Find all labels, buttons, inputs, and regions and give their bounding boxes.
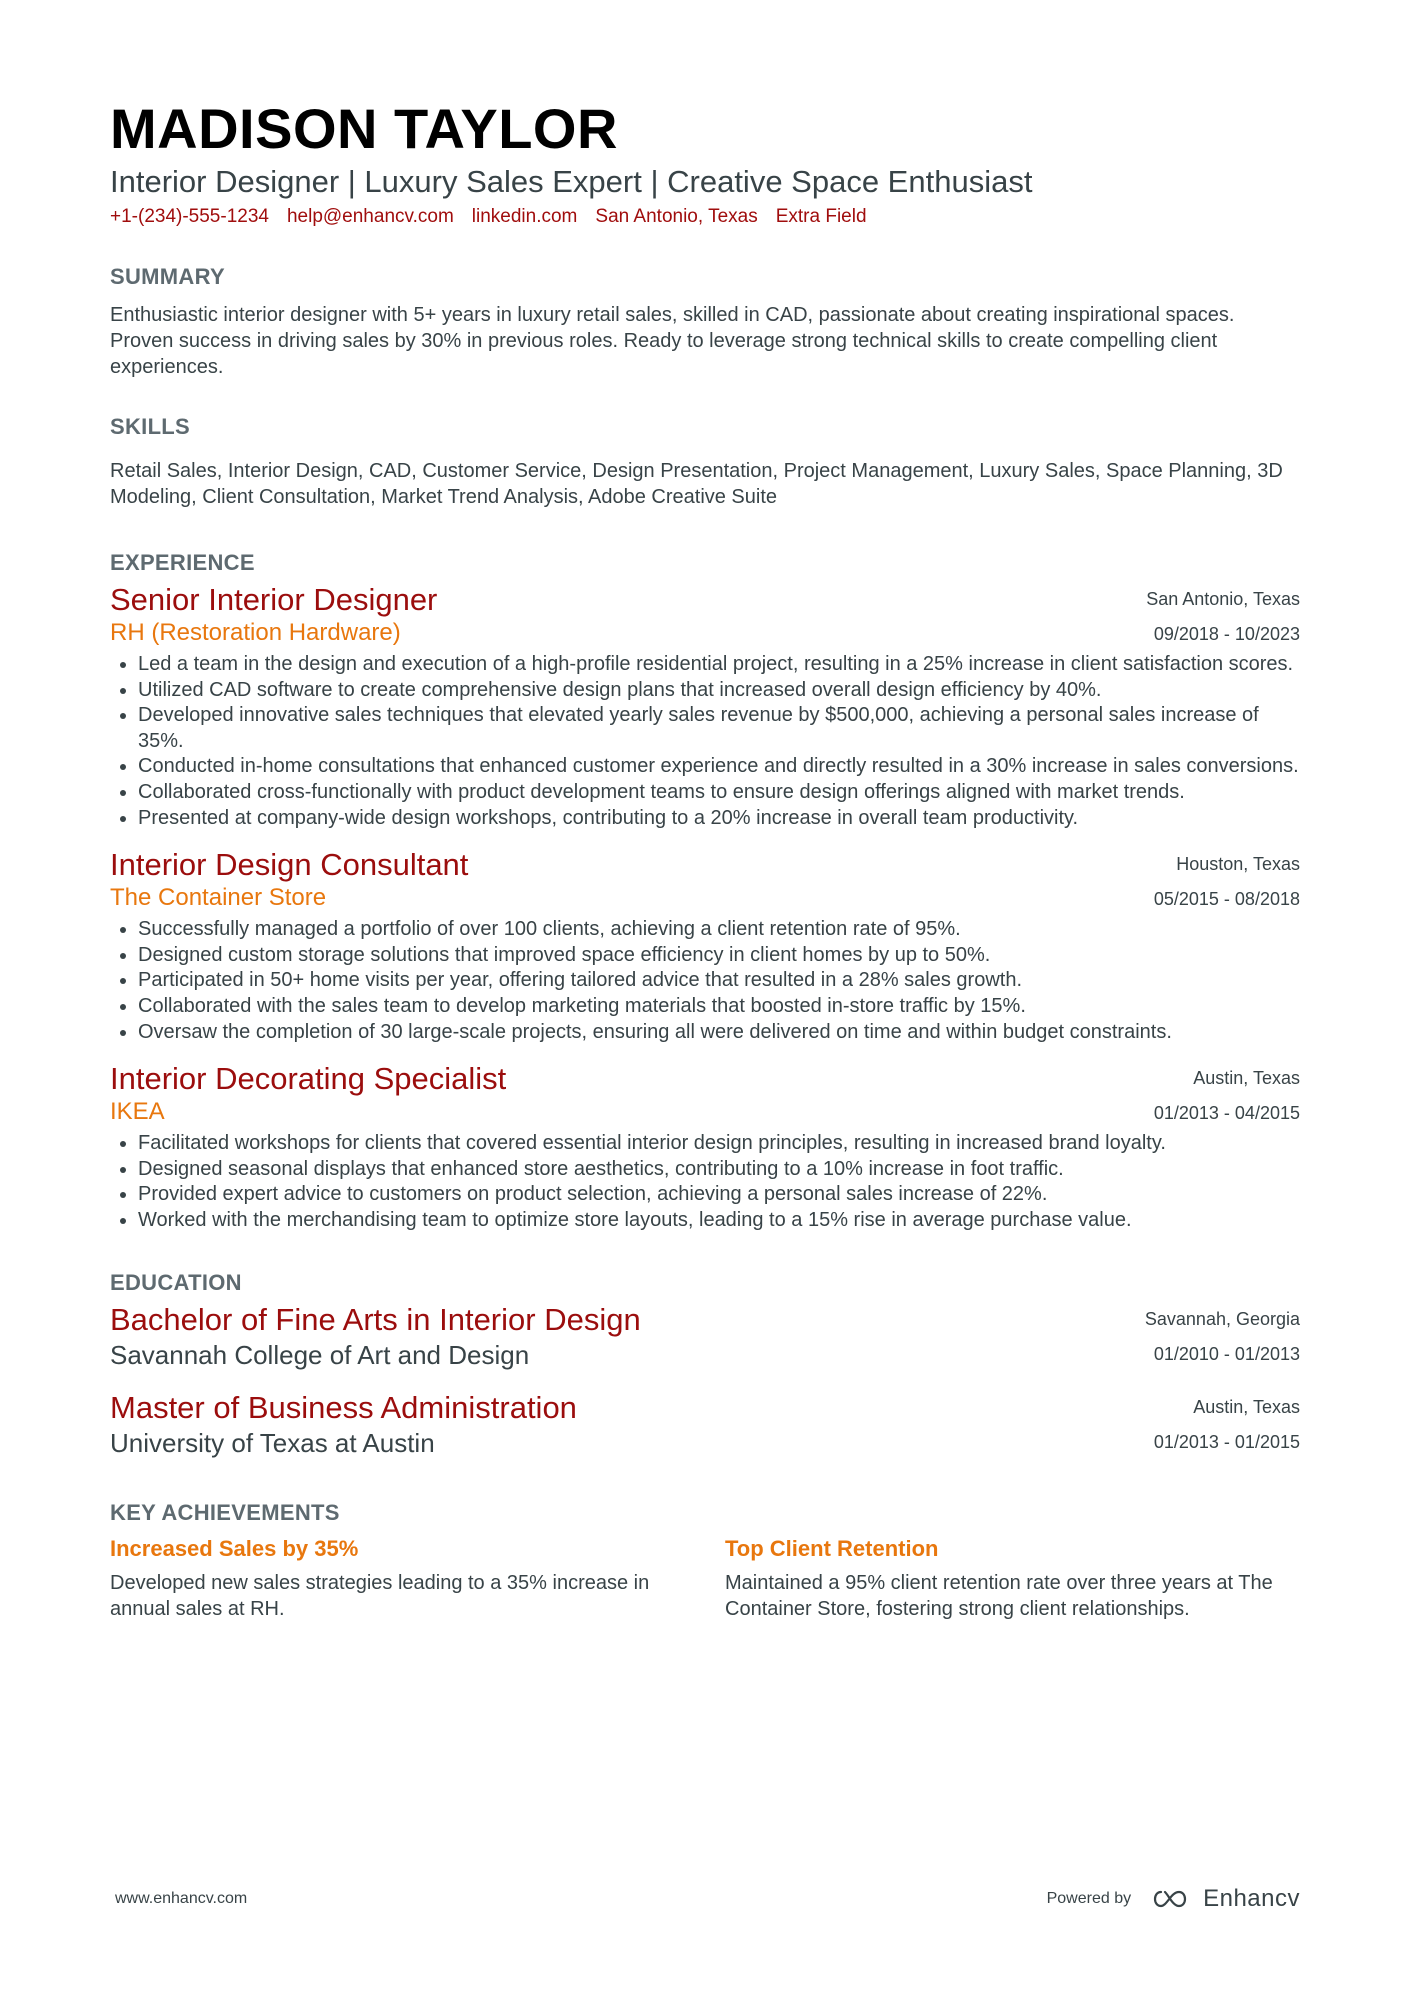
job-location: Houston, Texas <box>1176 854 1300 875</box>
job-bullet: • Designed custom storage solutions that improved space efficiency in client homes by up to 50%. <box>138 943 1300 969</box>
education-dates: 01/2013 - 01/2015 <box>1153 1431 1300 1452</box>
skills-text: Retail Sales, Interior Design, CAD, Customer Service, Design Presentation, Project Management, Luxury Sales, Space Planning, 3D Modeling, Client Consultation, Market Trend Analysis, Adobe Creative Suite <box>110 460 1283 508</box>
job-bullets <box>110 652 1300 831</box>
achievements-section <box>110 1500 1300 1622</box>
job-bullet: • Collaborated cross-functionally with product development teams to ensure design offerings aligned with market trends. <box>138 780 1300 806</box>
candidate-name: MADISON TAYLOR <box>110 97 618 160</box>
job-bullet: • Collaborated with the sales team to develop marketing materials that boosted in-store traffic by 15%. <box>138 994 1300 1020</box>
contact-email[interactable]: help@enhancv.com <box>286 206 454 227</box>
job-entry <box>110 1061 1300 1233</box>
footer-powered <box>1047 1885 1300 1913</box>
job-company: The Container Store <box>110 884 327 912</box>
experience-section <box>110 550 1300 1234</box>
job-bullet: • Utilized CAD software to create comprehensive design plans that increased overall design efficiency by 40%. <box>138 678 1300 704</box>
section-title-summary: SUMMARY <box>110 264 225 289</box>
achievements-grid <box>110 1534 1300 1622</box>
enhancv-brand-name: Enhancv <box>1203 1885 1300 1912</box>
job-bullet: • Conducted in-home consultations that enhanced customer experience and directly resulted in a 30% increase in sales conversions. <box>138 754 1300 780</box>
footer-website[interactable]: www.enhancv.com <box>115 1890 248 1907</box>
education-location: Austin, Texas <box>1193 1396 1300 1417</box>
section-title-experience: EXPERIENCE <box>110 550 255 575</box>
education-entry <box>110 1390 1300 1460</box>
contact-extra: Extra Field <box>775 206 867 227</box>
job-entry <box>110 847 1300 1045</box>
contact-location: San Antonio, Texas <box>595 206 758 227</box>
job-bullet: • Developed innovative sales techniques that elevated yearly sales revenue by $500,000, achieving a personal sales increase of 35%. <box>138 703 1300 754</box>
section-title-achievements: KEY ACHIEVEMENTS <box>110 1499 340 1525</box>
job-dates: 09/2018 - 10/2023 <box>1153 624 1300 644</box>
education-entry <box>110 1302 1300 1372</box>
job-meta <box>1154 847 1300 917</box>
contact-list <box>110 206 1300 228</box>
job-bullet: • Designed seasonal displays that enhanced store aesthetics, contributing to a 10% increase in foot traffic. <box>138 1157 1300 1183</box>
headline: Interior Designer | Luxury Sales Expert | Creative Space Enthusiast <box>110 164 1033 199</box>
achievement-text: Maintained a 95% client retention rate over three years at The Container Store, fostering strong client relationships. <box>725 1571 1273 1620</box>
summary-text: Enthusiastic interior designer with 5+ years in luxury retail sales, skilled in CAD, passionate about creating inspirational spaces. Proven success in driving sales by 30% in previous roles. Ready to leverage strong technical skills to create compelling client experiences. <box>110 304 1235 378</box>
job-bullet: • Led a team in the design and execution of a high-profile residential project, resulting in a 25% increase in client satisfaction scores. <box>138 652 1300 678</box>
education-meta <box>1154 1390 1300 1460</box>
job-role: Senior Interior Designer <box>110 582 438 617</box>
job-location: Austin, Texas <box>1193 1068 1300 1089</box>
job-bullet: • Presented at company-wide design workshops, contributing to a 20% increase in overall team productivity. <box>138 806 1300 832</box>
job-meta <box>1146 582 1300 652</box>
job-dates: 05/2015 - 08/2018 <box>1153 889 1300 910</box>
job-entry <box>110 582 1300 831</box>
achievement-title: Increased Sales by 35% <box>110 1535 359 1561</box>
job-bullet: • Successfully managed a portfolio of over 100 clients, achieving a client retention rate of 95%. <box>138 917 1300 943</box>
job-location: San Antonio, Texas <box>1146 589 1300 609</box>
job-bullet: • Facilitated workshops for clients that covered essential interior design principles, resulting in increased brand loyalty. <box>138 1131 1300 1157</box>
achievement-text: Developed new sales strategies leading to a 35% increase in annual sales at RH. <box>110 1571 650 1620</box>
job-dates: 01/2013 - 04/2015 <box>1153 1103 1300 1124</box>
education-school: Savannah College of Art and Design <box>110 1339 530 1370</box>
education-dates: 01/2010 - 01/2013 <box>1153 1343 1300 1364</box>
education-meta <box>1145 1302 1300 1372</box>
enhancv-brand[interactable] <box>1149 1885 1300 1913</box>
job-role: Interior Design Consultant <box>110 847 469 883</box>
education-school: University of Texas at Austin <box>110 1427 435 1458</box>
achievement-item <box>110 1534 685 1622</box>
skills-section <box>110 414 1300 510</box>
job-company: IKEA <box>110 1098 165 1126</box>
education-degree: Bachelor of Fine Arts in Interior Design <box>110 1301 641 1337</box>
enhancv-logo-icon <box>1149 1888 1193 1910</box>
section-title-skills: SKILLS <box>110 414 191 439</box>
job-bullets <box>110 1131 1300 1233</box>
job-bullets <box>110 917 1300 1045</box>
job-meta <box>1154 1061 1300 1131</box>
job-role: Interior Decorating Specialist <box>110 1061 507 1097</box>
summary-section <box>110 264 1300 380</box>
job-bullet: • Oversaw the completion of 30 large-scale projects, ensuring all were delivered on time and within budget constraints. <box>138 1020 1300 1046</box>
powered-by-label: Powered by <box>1046 1890 1132 1907</box>
job-bullet: • Worked with the merchandising team to optimize store layouts, leading to a 15% rise in average purchase value. <box>138 1208 1300 1234</box>
resume-page <box>110 96 1300 1622</box>
achievement-title: Top Client Retention <box>725 1535 939 1561</box>
job-company: RH (Restoration Hardware) <box>110 619 401 646</box>
job-bullet: • Participated in 50+ home visits per year, offering tailored advice that resulted in a 28% sales growth. <box>138 968 1300 994</box>
achievement-item <box>725 1534 1300 1622</box>
contact-linkedin[interactable]: linkedin.com <box>471 206 578 227</box>
page-footer <box>115 1884 1300 1914</box>
education-section <box>110 1270 1300 1460</box>
education-degree: Master of Business Administration <box>110 1389 577 1425</box>
contact-phone[interactable]: +1-(234)-555-1234 <box>110 206 269 227</box>
section-title-education: EDUCATION <box>110 1269 242 1295</box>
education-location: Savannah, Georgia <box>1144 1308 1300 1329</box>
job-bullet: • Provided expert advice to customers on product selection, achieving a personal sales increase of 22%. <box>138 1182 1300 1208</box>
